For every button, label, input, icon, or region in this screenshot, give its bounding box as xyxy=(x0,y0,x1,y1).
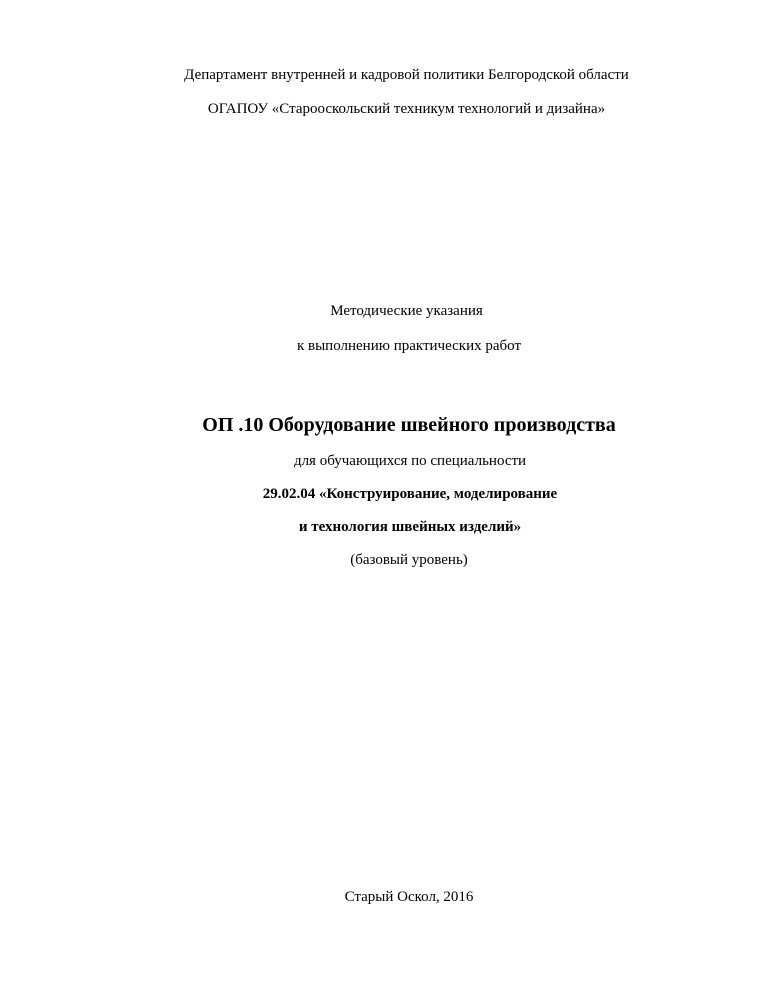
document-purpose: к выполнению практических работ xyxy=(296,338,521,354)
specialty-line-2: и технология швейных изделий» xyxy=(298,519,522,535)
place-and-year: Старый Оскол, 2016 xyxy=(344,889,474,905)
specialty-line-1: 29.02.04 «Конструирование, моделирование xyxy=(262,486,558,502)
document-title: ОП .10 Оборудование швейного производства xyxy=(202,414,616,436)
education-level: (базовый уровень) xyxy=(350,552,468,568)
document-type: Методические указания xyxy=(330,303,483,319)
college-name: ОГАПОУ «Старооскольский техникум технологий и дизайна» xyxy=(207,101,606,117)
audience-text: для обучающихся по специальности xyxy=(293,453,527,469)
department-name: Департамент внутренней и кадровой политики Белгородской области xyxy=(184,67,629,83)
